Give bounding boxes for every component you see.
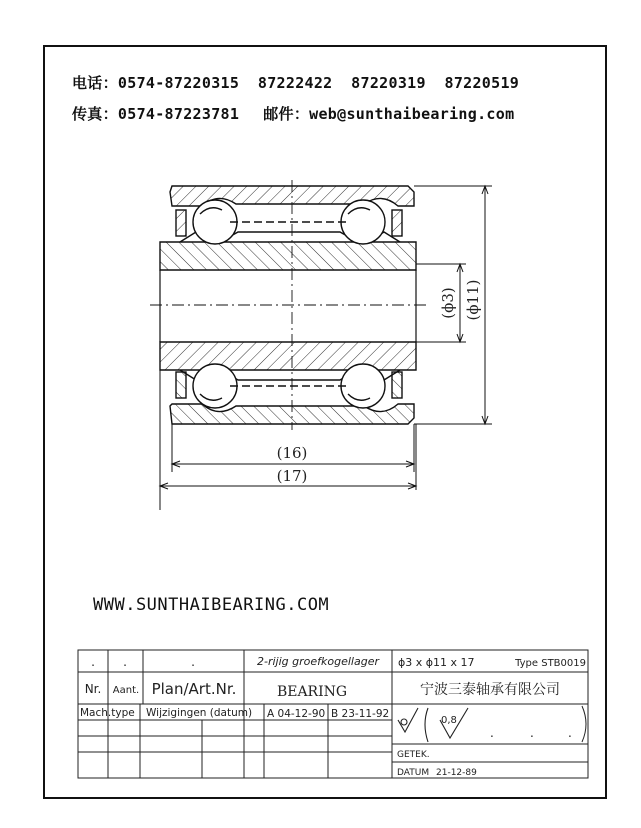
- dim-outer-label: (ϕ11): [464, 279, 482, 321]
- dim-bore-label: (ϕ3): [439, 287, 457, 319]
- tb-dot-1: .: [91, 655, 95, 669]
- tb-plan-label: Plan/Art.Nr.: [151, 680, 237, 698]
- dim-width-17-label: (17): [276, 467, 308, 485]
- tb-aant-label: Aant.: [112, 685, 140, 696]
- tb-nr-label: Nr.: [84, 682, 102, 696]
- phone-label: 电话：: [72, 74, 118, 92]
- tb-changes-label: Wijzigingen (datum): [146, 707, 253, 719]
- tb-company: 宁波三泰轴承有限公司: [420, 682, 560, 698]
- lower-bearing-section: [160, 342, 416, 424]
- dim-width-16-label: (16): [276, 444, 308, 462]
- tb-roughness: 0,8: [441, 715, 457, 726]
- website-url: WWW.SUNTHAIBEARING.COM: [93, 595, 330, 615]
- fax-label: 传真：: [72, 105, 118, 123]
- ball-lower-right: [341, 364, 385, 408]
- tb-datum-label: DATUM: [397, 768, 430, 778]
- tb-dot-2: .: [123, 655, 127, 669]
- tb-datum-value: 21-12-89: [436, 768, 477, 778]
- tb-description: 2-rijig groefkogellager: [257, 655, 379, 668]
- tb-part-name: BEARING: [276, 684, 348, 700]
- email-address: web@sunthaibearing.com: [309, 105, 515, 123]
- svg-text:.: .: [568, 726, 572, 740]
- tb-dot-3: .: [191, 655, 195, 669]
- email-label: 邮件：: [263, 105, 310, 123]
- tb-mach-type-label: Mach.type: [80, 707, 135, 719]
- roughness-symbols: [398, 708, 468, 742]
- tb-type: Type STB0019: [515, 658, 586, 669]
- phone-numbers: 0574-87220315 87222422 87220319 87220519: [117, 74, 520, 92]
- title-block-text: [80, 655, 586, 778]
- svg-text:.: .: [530, 726, 534, 740]
- svg-text:.: .: [490, 726, 494, 740]
- tb-rev-b: B 23-11-92: [331, 708, 390, 720]
- tb-getek-label: GETEK.: [397, 750, 430, 760]
- ball-upper-right: [341, 200, 385, 244]
- tb-rev-a: A 04-12-90: [267, 708, 326, 720]
- upper-bearing-section: [160, 186, 416, 270]
- fax-number: 0574-87223781: [117, 105, 240, 123]
- tb-dimensions: ϕ3 x ϕ11 x 17: [398, 656, 475, 669]
- bore-lines: [150, 180, 430, 430]
